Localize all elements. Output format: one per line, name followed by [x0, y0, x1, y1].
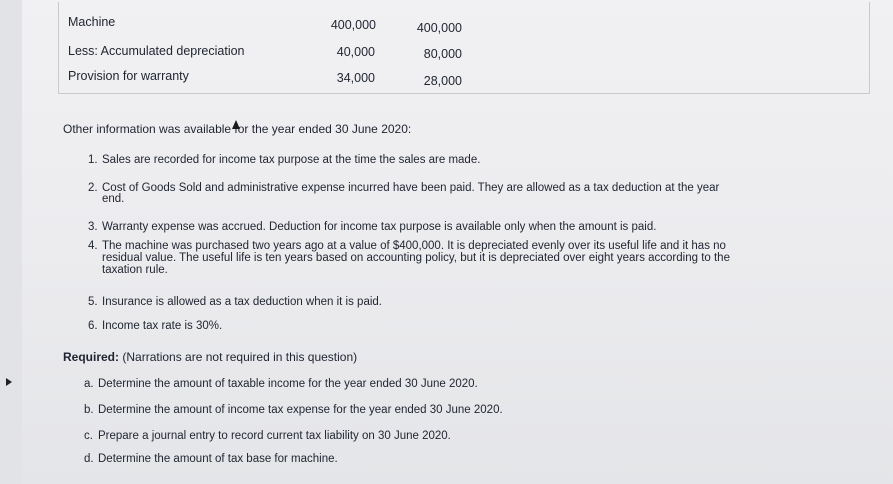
item-text: residual value. The useful life is ten years based on accounting policy, but it is depreciated over eight years according to the [102, 252, 730, 264]
table-cell: 80,000 [423, 47, 462, 61]
item-text: Prepare a journal entry to record current tax liability on 30 June 2020. [98, 430, 451, 442]
table-cell: 34,000 [336, 71, 375, 85]
table-row-label: Provision for warranty [68, 69, 189, 83]
play-icon[interactable] [6, 378, 12, 386]
item-letter: d. [84, 453, 94, 465]
item-text: Determine the amount of income tax expense for the year ended 30 June 2020. [98, 404, 503, 416]
item-letter: b. [84, 404, 94, 416]
item-number: 3. [88, 221, 98, 233]
item-text: Determine the amount of taxable income for the year ended 30 June 2020. [98, 378, 478, 390]
item-text: Income tax rate is 30%. [102, 320, 223, 332]
table-cell: 40,000 [336, 45, 375, 59]
left-margin-strip [0, 0, 22, 484]
item-text: taxation rule. [102, 264, 168, 276]
table-cell: 400,000 [416, 21, 462, 35]
item-number: 1. [88, 154, 98, 166]
info-intro: Other information was available for the year ended 30 June 2020: [63, 122, 412, 136]
mouse-cursor-icon [232, 120, 240, 129]
table-cell: 28,000 [423, 74, 462, 88]
table-row-label: Machine [68, 15, 116, 29]
item-number: 4. [88, 240, 98, 252]
item-text: Cost of Goods Sold and administrative expense incurred have been paid. They are allowed as a tax deduction at the year [102, 182, 720, 194]
item-letter: a. [84, 378, 94, 390]
item-number: 6. [88, 320, 98, 332]
table-cell: 400,000 [330, 18, 376, 32]
item-number: 2. [88, 182, 98, 194]
item-text: Insurance is allowed as a tax deduction when it is paid. [102, 296, 382, 308]
required-label: Required: [63, 350, 120, 364]
required-heading [63, 351, 357, 363]
item-text: Warranty expense was accrued. Deduction for income tax purpose is available only when the amount is paid. [102, 221, 657, 233]
item-number: 5. [88, 296, 98, 308]
item-text: Sales are recorded for income tax purpose at the time the sales are made. [102, 154, 481, 166]
item-text: Determine the amount of tax base for machine. [98, 453, 338, 465]
item-text: end. [102, 193, 125, 205]
table-row-label: Less: Accumulated depreciation [68, 44, 245, 58]
required-note: (Narrations are not required in this question) [122, 350, 358, 364]
item-text: The machine was purchased two years ago at a value of $400,000. It is depreciated evenly over its useful life and it has no [102, 240, 726, 252]
item-letter: c. [84, 430, 93, 442]
